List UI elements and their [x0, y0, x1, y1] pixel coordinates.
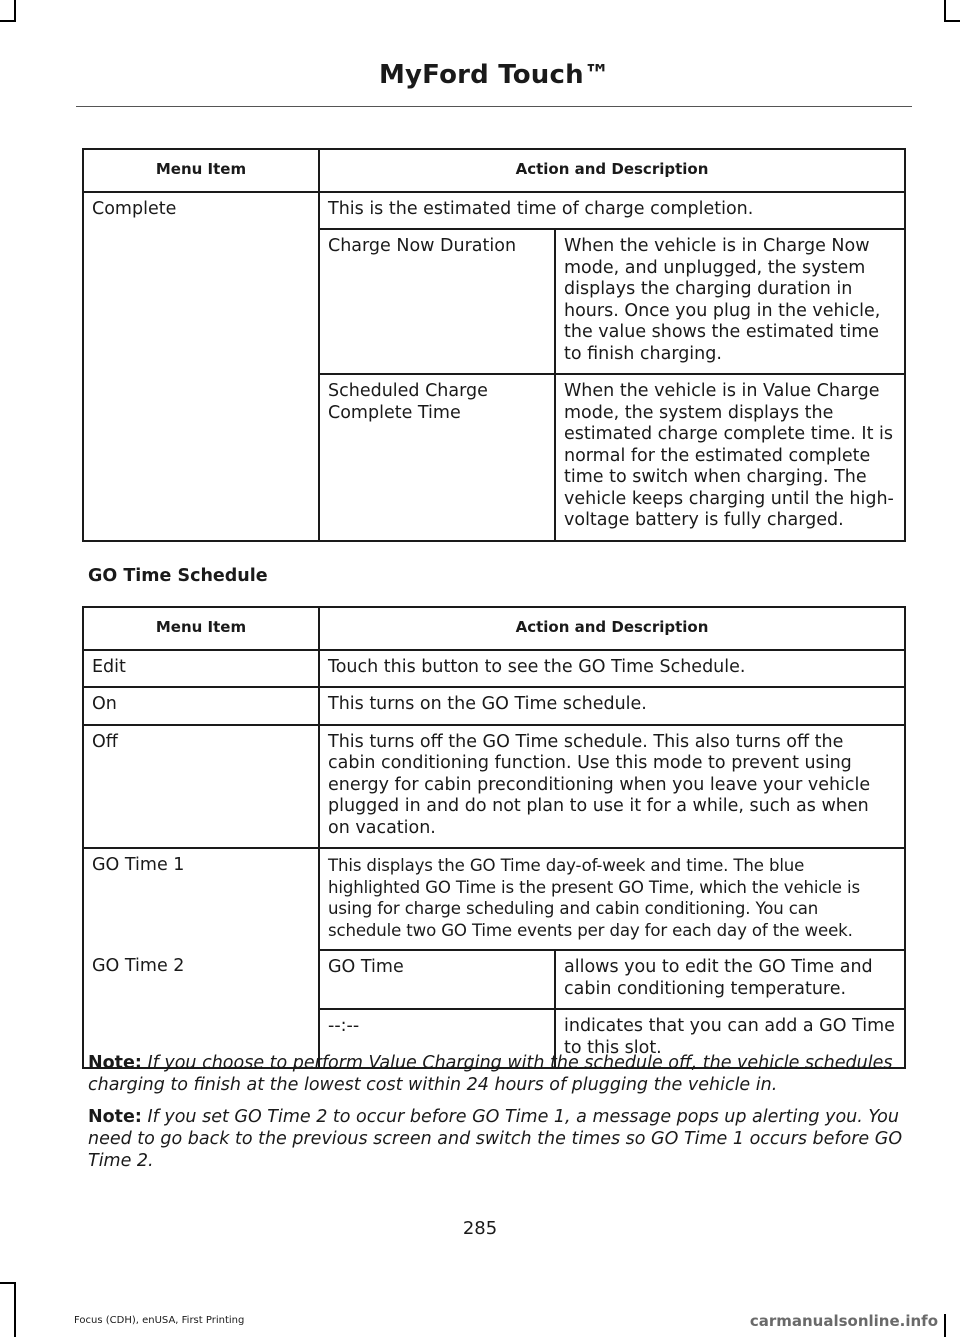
sub-label-cell: --:-- [319, 1009, 555, 1068]
page-number: 285 [462, 1218, 498, 1239]
table-row [83, 848, 905, 950]
note-text: If you choose to perform Value Charging with the schedule off, the vehicle schedules charging to finish at the lowest cost within 24 hours of plugging the vehicle in. [88, 1053, 893, 1095]
crop-mark [14, 1282, 16, 1337]
column-header: Action and Description [319, 149, 905, 192]
menu-item-cell: Complete [83, 192, 319, 541]
note-paragraph [88, 1052, 908, 1096]
column-header: Action and Description [319, 607, 905, 650]
description-cell: Touch this button to see the GO Time Schedule. [319, 650, 905, 688]
sub-label-cell: Charge Now Duration [319, 229, 555, 374]
sub-label-cell: Scheduled Charge Complete Time [319, 374, 555, 541]
menu-item-cell: Off [83, 725, 319, 849]
table-row [83, 192, 905, 230]
crop-mark [944, 1314, 946, 1337]
notes-section [88, 1052, 908, 1182]
watermark: carmanualsonline.info [749, 1312, 938, 1330]
crop-mark [0, 20, 16, 22]
sub-description-cell: allows you to edit the GO Time and cabin conditioning temperature. [555, 950, 905, 1009]
section-heading: GO Time Schedule [88, 566, 268, 586]
go-time-schedule-table [82, 606, 906, 1069]
sub-description-cell: When the vehicle is in Value Charge mode, the system displays the estimated charge complete time. It is normal for the estimated complete time to switch when charging. The vehicle keeps charging until the high-voltage battery is fully charged. [555, 374, 905, 541]
note-label: Note: [88, 1053, 142, 1073]
menu-item-cell: GO Time 2 [83, 950, 319, 1068]
note-text: If you set GO Time 2 to occur before GO Time 1, a message pops up alerting you. You need to go back to the previous screen and switch the times so GO Time 1 occurs before GO Time 2. [88, 1107, 903, 1171]
table-header-row [83, 149, 905, 192]
sub-description-cell: When the vehicle is in Charge Now mode, and unplugged, the system displays the charging duration in hours. Once you plug in the vehicle, the value shows the estimated time to finish charging. [555, 229, 905, 374]
crop-mark [14, 0, 16, 22]
table-row [83, 687, 905, 725]
description-cell: This turns off the GO Time schedule. This also turns off the cabin conditioning function. Use this mode to prevent using energy for cabin preconditioning when you leave your vehicle plugged in and do not plan to use it for a while, such as when on vacation. [319, 725, 905, 849]
table-header-row [83, 607, 905, 650]
charge-info-table [82, 148, 906, 542]
menu-item-cell: Edit [83, 650, 319, 688]
menu-item-cell: GO Time 1 [83, 848, 319, 950]
menu-item-cell: On [83, 687, 319, 725]
sub-description-cell: indicates that you can add a GO Time to this slot. [555, 1009, 905, 1068]
table-row [83, 725, 905, 849]
crop-mark [944, 0, 946, 22]
description-cell: This turns on the GO Time schedule. [319, 687, 905, 725]
column-header: Menu Item [83, 149, 319, 192]
sub-label-cell: GO Time [319, 950, 555, 1009]
page-header-title: MyFord Touch™ [378, 60, 610, 90]
note-paragraph [88, 1106, 908, 1172]
description-cell: This is the estimated time of charge completion. [319, 192, 905, 230]
note-label: Note: [88, 1107, 142, 1127]
header-divider [76, 106, 912, 107]
column-header: Menu Item [83, 607, 319, 650]
description-cell: This displays the GO Time day-of-week and time. The blue highlighted GO Time is the present GO Time, which the vehicle is using for charge scheduling and cabin conditioning. You can schedule two GO Time events per day for each day of the week. [319, 848, 905, 950]
table-row [83, 650, 905, 688]
crop-mark [0, 1282, 16, 1284]
crop-mark [944, 20, 960, 22]
table-row [83, 950, 905, 1009]
footer-text: Focus (CDH), enUSA, First Printing [74, 1315, 245, 1326]
